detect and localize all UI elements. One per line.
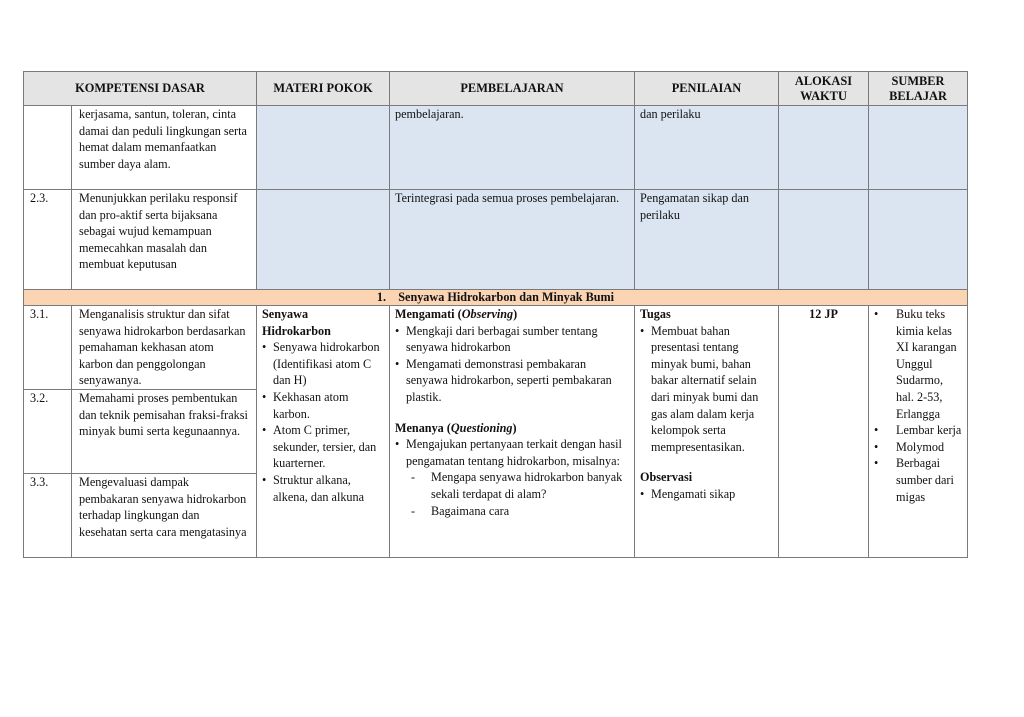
kd-text: Menunjukkan perilaku responsif dan pro-aktif serta bijaksana sebagai wujud kemampuan memecahkan masalah dan membuat keputusan — [72, 190, 257, 290]
list-item: • Lembar kerja — [874, 422, 962, 439]
list-item: • Molymod — [874, 439, 962, 456]
header-materi-pokok: MATERI POKOK — [257, 72, 390, 106]
section-title-text: Senyawa Hidrokarbon dan Minyak Bumi — [398, 290, 615, 304]
tugas-heading: Tugas — [640, 307, 671, 321]
penilaian-text: dan perilaku — [635, 106, 779, 190]
sumber-belajar-cell — [869, 306, 968, 558]
observasi-list — [640, 486, 773, 503]
menanya-list — [395, 436, 629, 469]
section-number: 1. — [376, 290, 387, 304]
kd-number: 3.3. — [24, 474, 72, 558]
list-item: • Membuat bahan presentasi tentang minyak bumi, bahan bakar alternatif selain dari minyak bumi dan gas alam dalam kerja kelompok serta mempresentasikan. — [640, 323, 773, 456]
list-item: • Mengamati sikap — [640, 486, 773, 503]
penilaian-text: Pengamatan sikap dan perilaku — [635, 190, 779, 290]
mengamati-heading: Mengamati (Observing) — [395, 307, 518, 321]
header-penilaian: PENILAIAN — [635, 72, 779, 106]
materi-title: Senyawa Hidrokarbon — [262, 307, 331, 338]
penilaian-cell — [635, 306, 779, 558]
sumber-cell — [869, 106, 968, 190]
header-kompetensi-dasar: KOMPETENSI DASAR — [24, 72, 257, 106]
kd-text: Memahami proses pembentukan dan teknik pemisahan fraksi-fraksi minyak bumi serta kegunaannya. — [72, 390, 257, 474]
materi-cell — [257, 106, 390, 190]
list-item: • Senyawa hidrokarbon (Identifikasi atom C dan H) — [262, 339, 384, 389]
alokasi-waktu-value: 12 JP — [779, 306, 869, 558]
kd-number: 3.1. — [24, 306, 72, 390]
syllabus-table — [23, 71, 968, 558]
kd-number: 3.2. — [24, 390, 72, 474]
list-item: - Bagaimana cara — [395, 503, 629, 520]
table-row — [24, 190, 968, 290]
kd-text: kerjasama, santun, toleran, cinta damai dan peduli lingkungan serta hemat dalam memanfaatkan sumber daya alam. — [72, 106, 257, 190]
sumber-list — [874, 306, 962, 505]
observasi-heading: Observasi — [640, 470, 693, 485]
list-item: • Mengamati demonstrasi pembakaran senyawa hidrokarbon, seperti pembakaran plastik. — [395, 356, 629, 406]
sumber-cell — [869, 190, 968, 290]
table-row — [24, 306, 968, 390]
alokasi-cell — [779, 106, 869, 190]
materi-pokok-cell — [257, 306, 390, 558]
header-pembelajaran: PEMBELAJARAN — [390, 72, 635, 106]
menanya-sub-list — [395, 469, 629, 519]
list-item: - Mengapa senyawa hidrokarbon banyak sekali terdapat di alam? — [395, 469, 629, 502]
kd-text: Mengevaluasi dampak pembakaran senyawa hidrokarbon terhadap lingkungan dan kesehatan serta cara mengatasinya — [72, 474, 257, 558]
header-row — [24, 72, 968, 106]
mengamati-list — [395, 323, 629, 406]
list-item: • Buku teks kimia kelas XI karangan Unggul Sudarmo, hal. 2-53, Erlangga — [874, 306, 962, 422]
section-title — [24, 290, 968, 306]
list-item: • Struktur alkana, alkena, dan alkuna — [262, 472, 384, 505]
kd-number: 2.3. — [24, 190, 72, 290]
pembelajaran-cell — [390, 306, 635, 558]
header-sumber-belajar: SUMBER BELAJAR — [869, 72, 968, 106]
pembelajaran-text: Terintegrasi pada semua proses pembelajaran. — [390, 190, 635, 290]
pembelajaran-text: pembelajaran. — [390, 106, 635, 190]
kd-number-cell — [24, 106, 72, 190]
list-item: • Atom C primer, sekunder, tersier, dan kuarterner. — [262, 422, 384, 472]
materi-cell — [257, 190, 390, 290]
list-item: • Kekhasan atom karbon. — [262, 389, 384, 422]
list-item: • Berbagai sumber dari migas — [874, 455, 962, 505]
alokasi-cell — [779, 190, 869, 290]
section-row — [24, 290, 968, 306]
list-item: • Mengajukan pertanyaan terkait dengan hasil pengamatan tentang hidrokarbon, misalnya: — [395, 436, 629, 469]
header-alokasi-waktu: ALOKASI WAKTU — [779, 72, 869, 106]
kd-text: Menganalisis struktur dan sifat senyawa hidrokarbon berdasarkan pemahaman kekhasan atom karbon dan penggolongan senyawanya. — [72, 306, 257, 390]
materi-list — [262, 339, 384, 505]
menanya-heading: Menanya (Questioning) — [395, 420, 517, 435]
table-row — [24, 106, 968, 190]
tugas-list — [640, 323, 773, 456]
list-item: • Mengkaji dari berbagai sumber tentang senyawa hidrokarbon — [395, 323, 629, 356]
